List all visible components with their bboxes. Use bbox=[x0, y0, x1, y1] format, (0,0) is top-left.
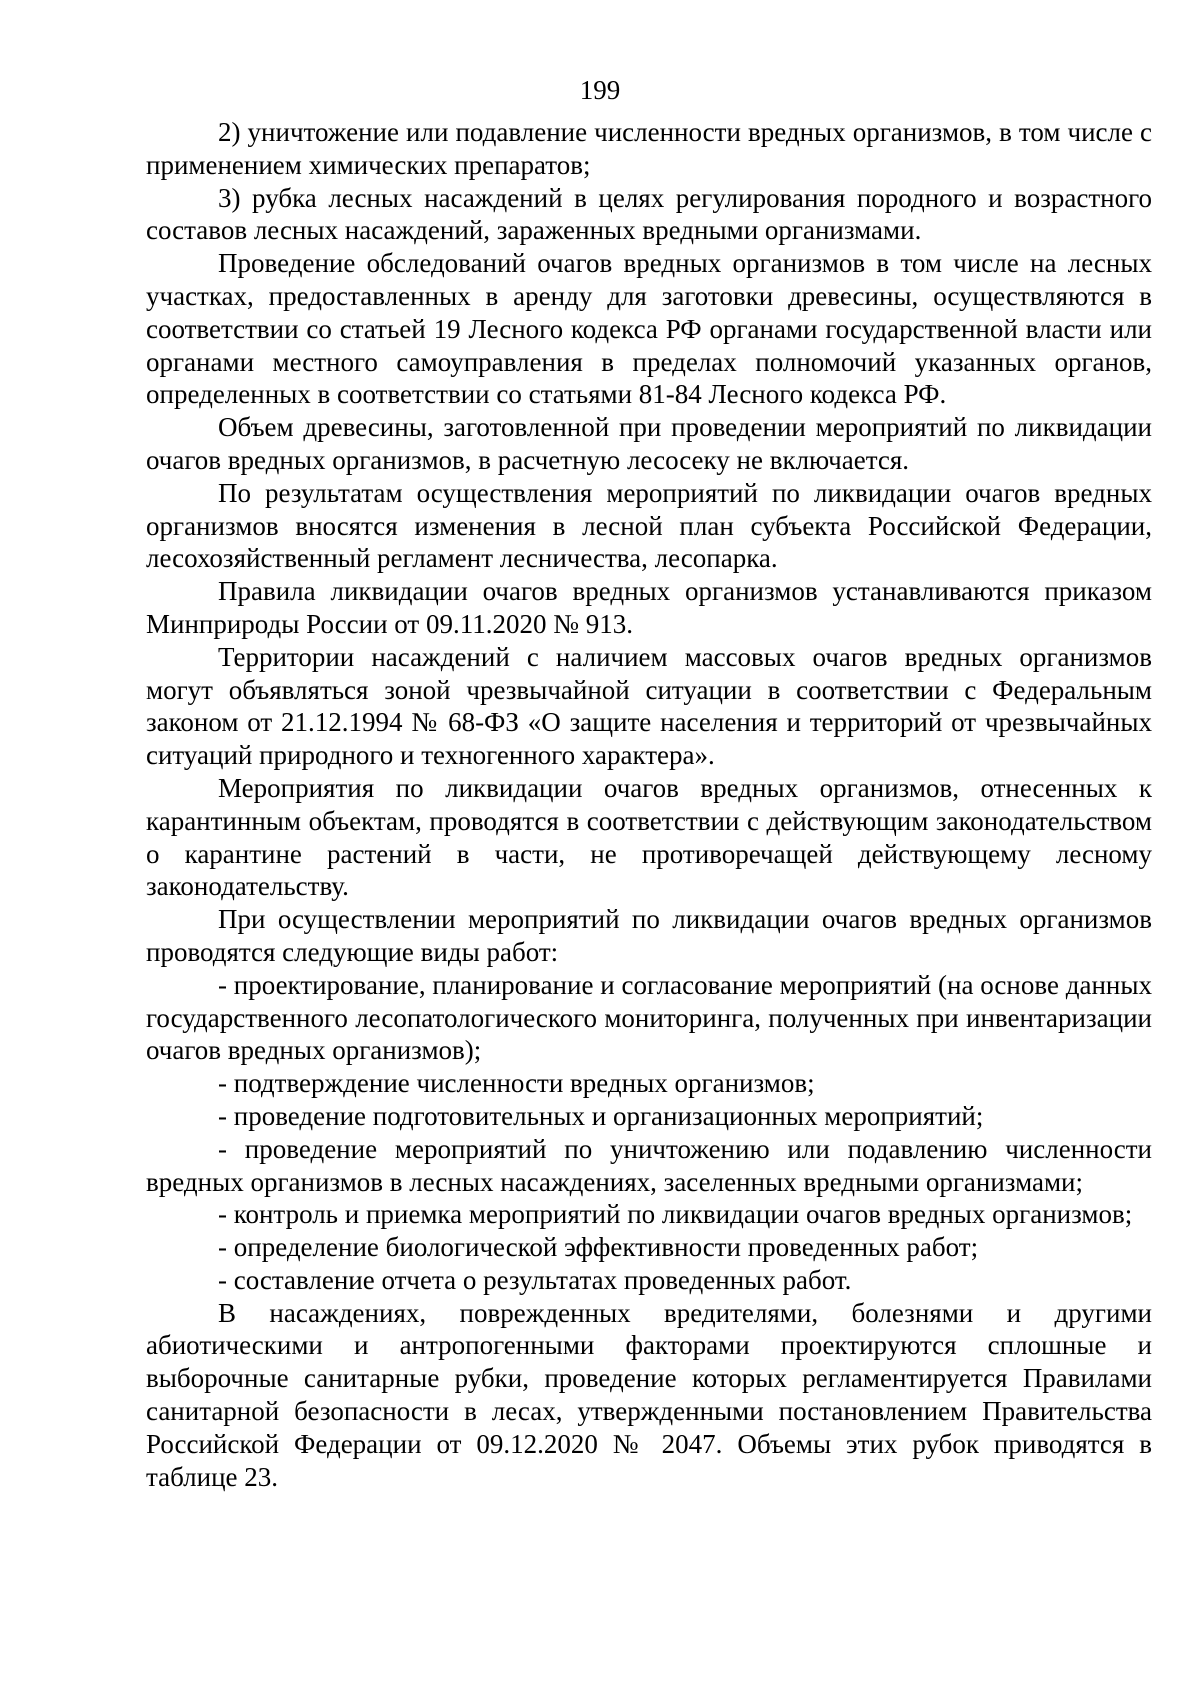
list-item-confirmation: - подтверждение численности вредных организмов; bbox=[218, 1068, 815, 1099]
paragraph-rules: Правила ликвидации очагов вредных организмов устанавливаются приказом Минприроды России от 09.11.2020 № 913. bbox=[146, 576, 1152, 639]
page-number: 199 bbox=[579, 75, 621, 105]
list-item-suppression: - проведение мероприятий по уничтожению или подавлению численности вредных организмов в лесных насаждениях, заселенных вредными организмами; bbox=[146, 1133, 1152, 1197]
paragraph-work-types-intro: При осуществлении мероприятий по ликвидации очагов вредных организмов проводятся следующие виды работ: bbox=[146, 904, 1152, 967]
paragraph-emergency-zone: Территории насаждений с наличием массовых очагов вредных организмов могут объявляться зоной чрезвычайной ситуации в соответствии с Федеральным законом от 21.12.1994 № 68-ФЗ «О защите населения и территорий от чрезвычайных ситуаций природного и техногенного характера». bbox=[146, 641, 1152, 771]
list-item-felling: 3) рубка лесных насаждений в целях регулирования породного и возрастного составов лесных насаждений, зараженных вредными организмами. bbox=[146, 182, 1152, 246]
list-item-destruction: 2) уничтожение или подавление численности вредных организмов, в том числе с применением химических препаратов; bbox=[146, 117, 1152, 180]
paragraph-surveys: Проведение обследований очагов вредных организмов в том числе на лесных участках, предоставленных в аренду для заготовки древесины, осуществляются в соответствии со статьей 19 Лесного кодекса РФ органами государственной власти или органами местного самоуправления в пределах полномочий указанных органов, определенных в соответствии со статьями 81-84 Лесного кодекса РФ. bbox=[146, 248, 1152, 410]
paragraph-results: По результатам осуществления мероприятий по ликвидации очагов вредных организмов вносятся изменения в лесной план субъекта Российской Федерации, лесохозяйственный регламент лесничества, лесопарка. bbox=[146, 477, 1152, 574]
paragraph-wood-volume: Объем древесины, заготовленной при проведении мероприятий по ликвидации очагов вредных организмов, в расчетную лесосеку не включается. bbox=[146, 412, 1152, 475]
list-item-control: - контроль и приемка мероприятий по ликвидации очагов вредных организмов; bbox=[218, 1199, 1133, 1230]
document-body bbox=[146, 116, 1152, 1493]
list-item-preparation: - проведение подготовительных и организационных мероприятий; bbox=[218, 1100, 984, 1131]
list-item-efficiency: - определение биологической эффективности проведенных работ; bbox=[218, 1232, 979, 1263]
paragraph-sanitary-felling: В насаждениях, поврежденных вредителями, болезнями и другими абиотическими и антропогенными факторами проектируются сплошные и выборочные санитарные рубки, проведение которых регламентируется Правилами санитарной безопасности в лесах, утвержденными постановлением Правительства Российской Федерации от 09.12.2020 № 2047. Объемы этих рубок приводятся в таблице 23. bbox=[146, 1297, 1152, 1492]
list-item-design: - проектирование, планирование и согласование мероприятий (на основе данных государственного лесопатологического мониторинга, полученных при инвентаризации очагов вредных организмов); bbox=[146, 969, 1152, 1066]
list-item-report: - составление отчета о результатах проведенных работ. bbox=[218, 1264, 852, 1295]
paragraph-quarantine: Мероприятия по ликвидации очагов вредных организмов, отнесенных к карантинным объектам, проводятся в соответствии с действующим законодательством о карантине растений в части, не противоречащей действующему лесному законодательству. bbox=[146, 772, 1152, 902]
